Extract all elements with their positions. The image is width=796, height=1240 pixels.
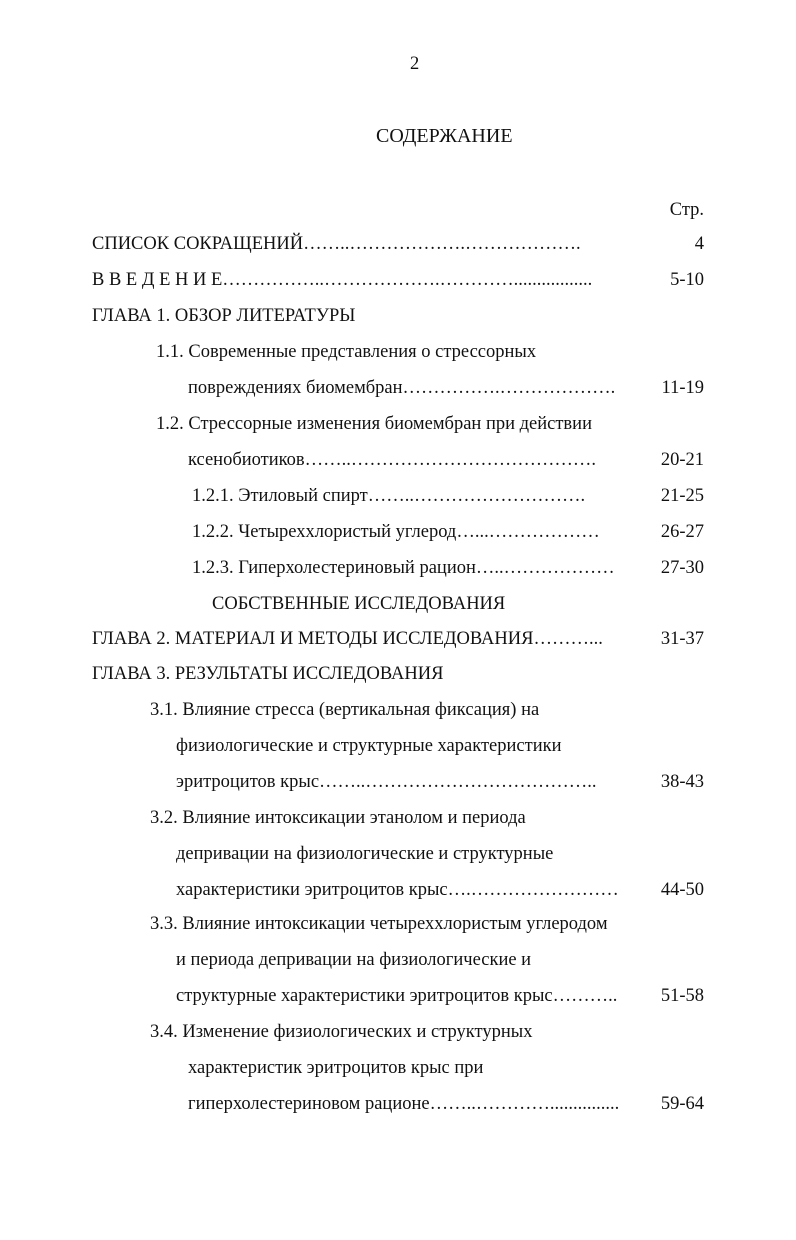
toc-section-3-1-line3: эритроцитов крыс……..……………………………….. [176,772,597,792]
toc-section-3-1-line2: физиологические и структурные характеристики [176,736,562,756]
toc-section-3-4-line2: характеристик эритроцитов крыс при [188,1058,484,1078]
toc-section-1-2-3: 1.2.3. Гиперхолестериновый рацион…..……………… [192,558,615,578]
toc-page-1-2-2: 26-27 [660,522,704,542]
toc-page-1-1: 11-19 [661,378,704,398]
toc-page-1-2-1: 21-25 [660,486,704,506]
toc-page-1-2-3: 27-30 [660,558,704,578]
toc-section-3-2-line1: 3.2. Влияние интоксикации этанолом и периода [150,808,526,828]
toc-entry-introduction: В В Е Д Е Н И Е……………..……………….…………................. [92,270,593,290]
toc-section-3-3-line1: 3.3. Влияние интоксикации четыреххлористым углеродом [150,914,608,934]
toc-page-3-2: 44-50 [660,880,704,900]
toc-entry-abbreviations: СПИСОК СОКРАЩЕНИЙ……..……………….………………. [92,234,581,254]
toc-section-3-1-line1: 3.1. Влияние стресса (вертикальная фиксация) на [150,700,540,720]
toc-chapter-2: ГЛАВА 2. МАТЕРИАЛ И МЕТОДЫ ИССЛЕДОВАНИЯ………... [92,629,603,649]
toc-section-3-2-line3: характеристики эритроцитов крыс….…………………… [176,880,619,900]
toc-page-3-3: 51-58 [660,986,704,1006]
toc-own-research-heading: СОБСТВЕННЫЕ ИССЛЕДОВАНИЯ [212,594,506,614]
toc-section-1-2-2: 1.2.2. Четыреххлористый углерод…...……………… [192,522,600,542]
toc-page-1-2: 20-21 [660,450,704,470]
toc-title: СОДЕРЖАНИЕ [376,125,513,147]
page-column-header: Стр. [669,200,704,220]
page-number: 2 [410,54,420,74]
toc-section-1-1-line1: 1.1. Современные представления о стрессорных [156,342,537,362]
toc-page-abbreviations: 4 [694,234,704,254]
toc-section-3-3-line2: и периода депривации на физиологические и [176,950,532,970]
toc-section-3-4-line3: гиперхолестериновом рационе……..…………............... [188,1094,620,1114]
toc-section-1-2-line2: ксенобиотиков……..…………………………………. [188,450,597,470]
toc-section-3-4-line1: 3.4. Изменение физиологических и структурных [150,1022,533,1042]
toc-section-3-2-line2: депривации на физиологические и структурные [176,844,554,864]
toc-section-1-2-line1: 1.2. Стрессорные изменения биомембран при действии [156,414,592,434]
toc-section-1-2-1: 1.2.1. Этиловый спирт……..………………………. [192,486,586,506]
toc-page-3-4: 59-64 [660,1094,704,1114]
toc-chapter-3: ГЛАВА 3. РЕЗУЛЬТАТЫ ИССЛЕДОВАНИЯ [92,664,444,684]
toc-page-chapter-2: 31-37 [660,629,704,649]
toc-section-1-1-line2: повреждениях биомембран…………….………………. [188,378,616,398]
toc-chapter-1: ГЛАВА 1. ОБЗОР ЛИТЕРАТУРЫ [92,306,356,326]
toc-page-3-1: 38-43 [660,772,704,792]
toc-section-3-3-line3: структурные характеристики эритроцитов крыс……….. [176,986,618,1006]
toc-page-introduction: 5-10 [670,270,704,290]
